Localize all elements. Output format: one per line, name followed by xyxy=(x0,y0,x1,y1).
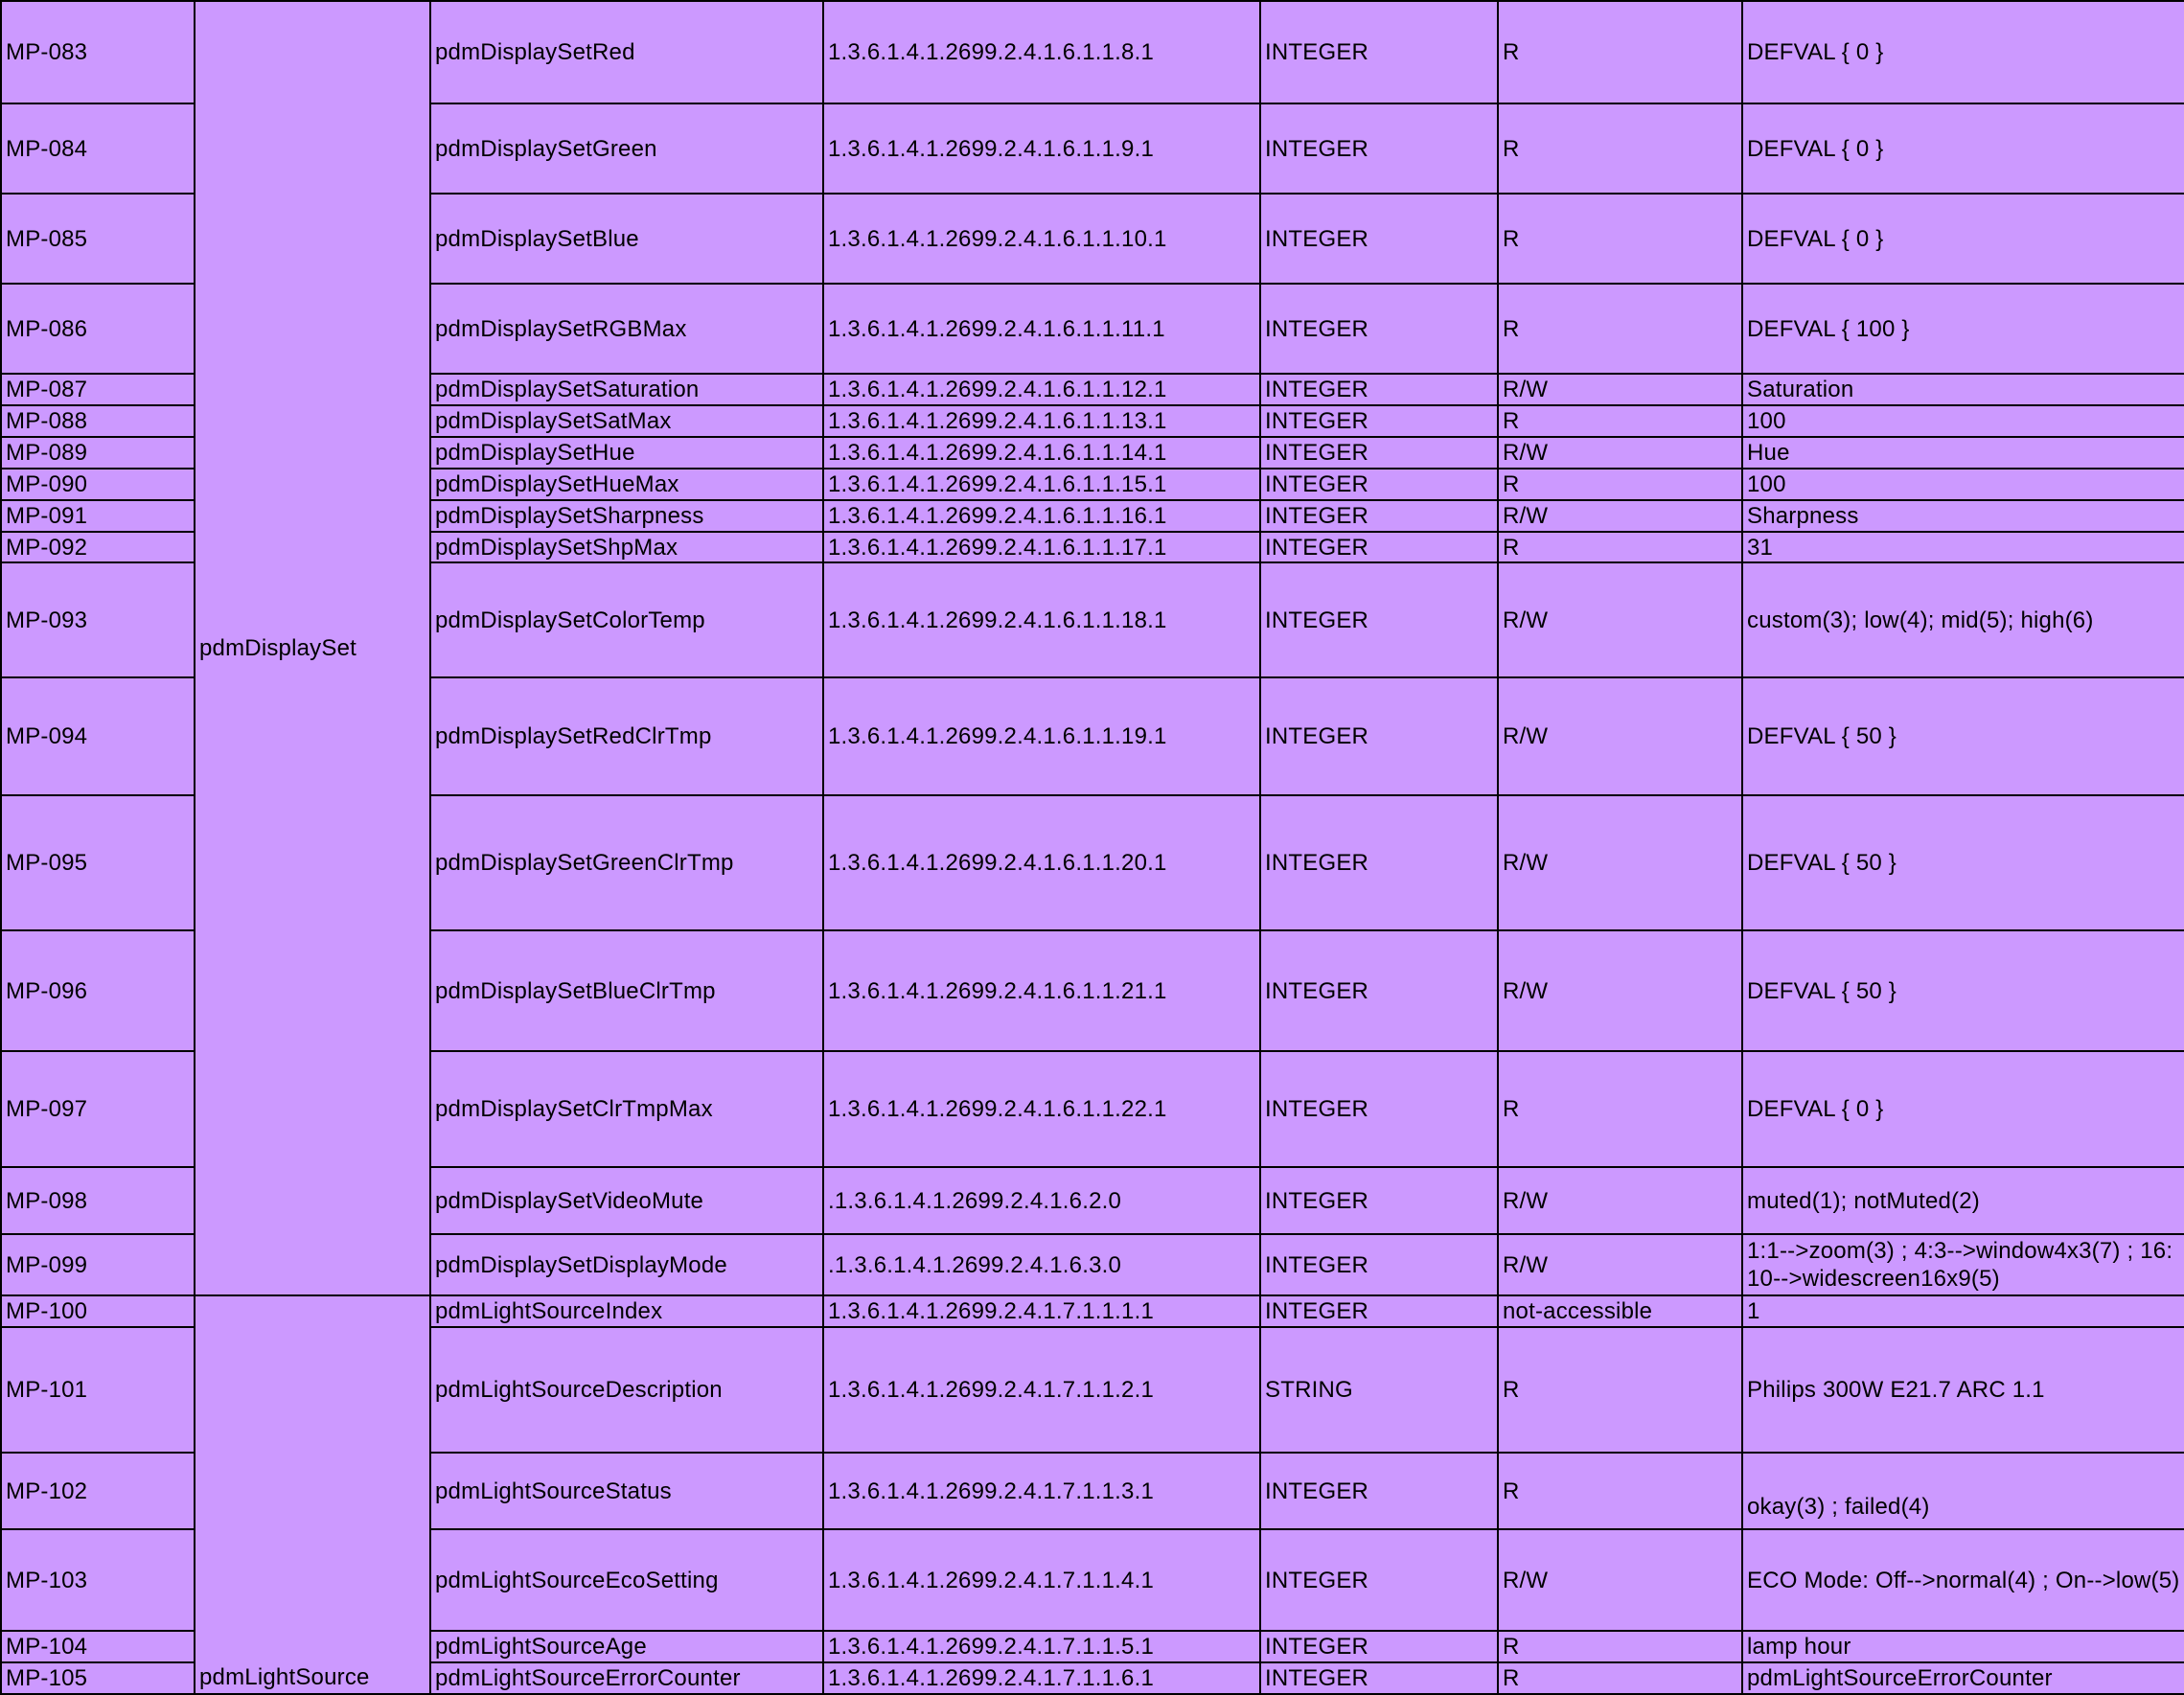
value-cell: 100 xyxy=(1742,405,2184,437)
mp-id-cell: MP-086 xyxy=(1,284,195,374)
access-cell: R/W xyxy=(1498,374,1742,405)
object-name-cell: pdmDisplaySetShpMax xyxy=(430,532,823,562)
value-cell: DEFVAL { 50 } xyxy=(1742,795,2184,930)
access-cell: R/W xyxy=(1498,1167,1742,1234)
type-cell: INTEGER xyxy=(1260,677,1498,795)
access-cell: R/W xyxy=(1498,1234,1742,1295)
value-cell: DEFVAL { 0 } xyxy=(1742,103,2184,194)
oid-cell: 1.3.6.1.4.1.2699.2.4.1.6.1.1.21.1 xyxy=(823,930,1260,1051)
table-body xyxy=(1,1,2184,1694)
object-name-cell: pdmDisplaySetBlue xyxy=(430,194,823,284)
table-row xyxy=(1,1295,2184,1327)
type-cell: INTEGER xyxy=(1260,1295,1498,1327)
access-cell: R xyxy=(1498,1051,1742,1167)
value-cell: DEFVAL { 50 } xyxy=(1742,677,2184,795)
oid-cell: 1.3.6.1.4.1.2699.2.4.1.6.1.1.11.1 xyxy=(823,284,1260,374)
type-cell: INTEGER xyxy=(1260,500,1498,532)
type-cell: INTEGER xyxy=(1260,1662,1498,1694)
table-row xyxy=(1,1,2184,103)
object-name-cell: pdmDisplaySetDisplayMode xyxy=(430,1234,823,1295)
mp-id-cell: MP-097 xyxy=(1,1051,195,1167)
oid-cell: 1.3.6.1.4.1.2699.2.4.1.6.1.1.10.1 xyxy=(823,194,1260,284)
access-cell: R xyxy=(1498,1662,1742,1694)
mp-id-cell: MP-093 xyxy=(1,562,195,677)
mp-id-cell: MP-099 xyxy=(1,1234,195,1295)
value-cell: Sharpness xyxy=(1742,500,2184,532)
mp-id-cell: MP-087 xyxy=(1,374,195,405)
access-cell: R xyxy=(1498,1327,1742,1453)
oid-cell: 1.3.6.1.4.1.2699.2.4.1.6.1.1.22.1 xyxy=(823,1051,1260,1167)
oid-cell: 1.3.6.1.4.1.2699.2.4.1.7.1.1.6.1 xyxy=(823,1662,1260,1694)
value-cell: 31 xyxy=(1742,532,2184,562)
value-cell: Philips 300W E21.7 ARC 1.1 xyxy=(1742,1327,2184,1453)
group-cell: pdmDisplaySet xyxy=(195,1,430,1295)
oid-cell: 1.3.6.1.4.1.2699.2.4.1.6.1.1.20.1 xyxy=(823,795,1260,930)
object-name-cell: pdmDisplaySetVideoMute xyxy=(430,1167,823,1234)
value-cell: Hue xyxy=(1742,437,2184,469)
group-cell: pdmLightSource xyxy=(195,1295,430,1694)
value-cell: Saturation xyxy=(1742,374,2184,405)
mp-id-cell: MP-089 xyxy=(1,437,195,469)
oid-cell: 1.3.6.1.4.1.2699.2.4.1.7.1.1.1.1 xyxy=(823,1295,1260,1327)
value-cell: DEFVAL { 0 } xyxy=(1742,194,2184,284)
oid-cell: 1.3.6.1.4.1.2699.2.4.1.6.1.1.18.1 xyxy=(823,562,1260,677)
access-cell: R/W xyxy=(1498,795,1742,930)
type-cell: INTEGER xyxy=(1260,1529,1498,1631)
access-cell: R xyxy=(1498,1453,1742,1529)
object-name-cell: pdmLightSourceDescription xyxy=(430,1327,823,1453)
mp-id-cell: MP-101 xyxy=(1,1327,195,1453)
object-name-cell: pdmLightSourceIndex xyxy=(430,1295,823,1327)
access-cell: R xyxy=(1498,469,1742,500)
access-cell: R/W xyxy=(1498,1529,1742,1631)
mp-id-cell: MP-100 xyxy=(1,1295,195,1327)
value-cell: 1 xyxy=(1742,1295,2184,1327)
mp-id-cell: MP-096 xyxy=(1,930,195,1051)
value-cell: DEFVAL { 50 } xyxy=(1742,930,2184,1051)
access-cell: R xyxy=(1498,532,1742,562)
access-cell: R xyxy=(1498,1,1742,103)
mp-id-cell: MP-090 xyxy=(1,469,195,500)
object-name-cell: pdmLightSourceErrorCounter xyxy=(430,1662,823,1694)
oid-cell: 1.3.6.1.4.1.2699.2.4.1.6.1.1.17.1 xyxy=(823,532,1260,562)
object-name-cell: pdmLightSourceAge xyxy=(430,1631,823,1662)
oid-cell: 1.3.6.1.4.1.2699.2.4.1.7.1.1.5.1 xyxy=(823,1631,1260,1662)
type-cell: INTEGER xyxy=(1260,1234,1498,1295)
object-name-cell: pdmLightSourceEcoSetting xyxy=(430,1529,823,1631)
oid-cell: 1.3.6.1.4.1.2699.2.4.1.6.1.1.9.1 xyxy=(823,103,1260,194)
access-cell: R/W xyxy=(1498,500,1742,532)
object-name-cell: pdmLightSourceStatus xyxy=(430,1453,823,1529)
mp-id-cell: MP-102 xyxy=(1,1453,195,1529)
oid-cell: 1.3.6.1.4.1.2699.2.4.1.6.1.1.12.1 xyxy=(823,374,1260,405)
object-name-cell: pdmDisplaySetBlueClrTmp xyxy=(430,930,823,1051)
mp-id-cell: MP-088 xyxy=(1,405,195,437)
value-cell: DEFVAL { 0 } xyxy=(1742,1,2184,103)
type-cell: INTEGER xyxy=(1260,1167,1498,1234)
object-name-cell: pdmDisplaySetSharpness xyxy=(430,500,823,532)
oid-cell: .1.3.6.1.4.1.2699.2.4.1.6.3.0 xyxy=(823,1234,1260,1295)
mp-id-cell: MP-103 xyxy=(1,1529,195,1631)
mp-id-cell: MP-083 xyxy=(1,1,195,103)
object-name-cell: pdmDisplaySetRedClrTmp xyxy=(430,677,823,795)
value-cell: custom(3); low(4); mid(5); high(6) xyxy=(1742,562,2184,677)
oid-cell: 1.3.6.1.4.1.2699.2.4.1.7.1.1.4.1 xyxy=(823,1529,1260,1631)
oid-cell: 1.3.6.1.4.1.2699.2.4.1.7.1.1.2.1 xyxy=(823,1327,1260,1453)
access-cell: R/W xyxy=(1498,437,1742,469)
mp-id-cell: MP-105 xyxy=(1,1662,195,1694)
oid-cell: 1.3.6.1.4.1.2699.2.4.1.6.1.1.8.1 xyxy=(823,1,1260,103)
type-cell: INTEGER xyxy=(1260,795,1498,930)
access-cell: R xyxy=(1498,194,1742,284)
object-name-cell: pdmDisplaySetRed xyxy=(430,1,823,103)
value-cell: muted(1); notMuted(2) xyxy=(1742,1167,2184,1234)
value-cell: 1:1-->zoom(3) ; 4:3-->window4x3(7) ; 16:10-->widescreen16x9(5) xyxy=(1742,1234,2184,1295)
object-name-cell: pdmDisplaySetSatMax xyxy=(430,405,823,437)
type-cell: INTEGER xyxy=(1260,469,1498,500)
oid-cell: 1.3.6.1.4.1.2699.2.4.1.6.1.1.19.1 xyxy=(823,677,1260,795)
mp-id-cell: MP-091 xyxy=(1,500,195,532)
access-cell: not-accessible xyxy=(1498,1295,1742,1327)
object-name-cell: pdmDisplaySetSaturation xyxy=(430,374,823,405)
oid-cell: 1.3.6.1.4.1.2699.2.4.1.7.1.1.3.1 xyxy=(823,1453,1260,1529)
value-cell: 100 xyxy=(1742,469,2184,500)
access-cell: R/W xyxy=(1498,562,1742,677)
oid-cell: 1.3.6.1.4.1.2699.2.4.1.6.1.1.14.1 xyxy=(823,437,1260,469)
object-name-cell: pdmDisplaySetHueMax xyxy=(430,469,823,500)
oid-cell: 1.3.6.1.4.1.2699.2.4.1.6.1.1.13.1 xyxy=(823,405,1260,437)
access-cell: R xyxy=(1498,1631,1742,1662)
oid-cell: .1.3.6.1.4.1.2699.2.4.1.6.2.0 xyxy=(823,1167,1260,1234)
oid-cell: 1.3.6.1.4.1.2699.2.4.1.6.1.1.16.1 xyxy=(823,500,1260,532)
type-cell: INTEGER xyxy=(1260,532,1498,562)
mp-id-cell: MP-098 xyxy=(1,1167,195,1234)
type-cell: INTEGER xyxy=(1260,1,1498,103)
object-name-cell: pdmDisplaySetHue xyxy=(430,437,823,469)
mp-id-cell: MP-084 xyxy=(1,103,195,194)
oid-cell: 1.3.6.1.4.1.2699.2.4.1.6.1.1.15.1 xyxy=(823,469,1260,500)
type-cell: INTEGER xyxy=(1260,1051,1498,1167)
object-name-cell: pdmDisplaySetGreen xyxy=(430,103,823,194)
value-cell: pdmLightSourceErrorCounter xyxy=(1742,1662,2184,1694)
value-cell: lamp hour xyxy=(1742,1631,2184,1662)
type-cell: INTEGER xyxy=(1260,103,1498,194)
type-cell: STRING xyxy=(1260,1327,1498,1453)
mp-id-cell: MP-094 xyxy=(1,677,195,795)
type-cell: INTEGER xyxy=(1260,562,1498,677)
mp-id-cell: MP-104 xyxy=(1,1631,195,1662)
type-cell: INTEGER xyxy=(1260,437,1498,469)
type-cell: INTEGER xyxy=(1260,284,1498,374)
object-name-cell: pdmDisplaySetRGBMax xyxy=(430,284,823,374)
value-cell: DEFVAL { 100 } xyxy=(1742,284,2184,374)
type-cell: INTEGER xyxy=(1260,405,1498,437)
type-cell: INTEGER xyxy=(1260,374,1498,405)
type-cell: INTEGER xyxy=(1260,194,1498,284)
type-cell: INTEGER xyxy=(1260,1631,1498,1662)
value-cell: okay(3) ; failed(4) xyxy=(1742,1453,2184,1529)
object-name-cell: pdmDisplaySetClrTmpMax xyxy=(430,1051,823,1167)
access-cell: R/W xyxy=(1498,930,1742,1051)
access-cell: R xyxy=(1498,405,1742,437)
object-name-cell: pdmDisplaySetGreenClrTmp xyxy=(430,795,823,930)
mp-id-cell: MP-095 xyxy=(1,795,195,930)
type-cell: INTEGER xyxy=(1260,1453,1498,1529)
access-cell: R xyxy=(1498,103,1742,194)
type-cell: INTEGER xyxy=(1260,930,1498,1051)
object-name-cell: pdmDisplaySetColorTemp xyxy=(430,562,823,677)
value-cell: ECO Mode: Off-->normal(4) ; On-->low(5) xyxy=(1742,1529,2184,1631)
value-cell: DEFVAL { 0 } xyxy=(1742,1051,2184,1167)
access-cell: R xyxy=(1498,284,1742,374)
mp-id-cell: MP-092 xyxy=(1,532,195,562)
access-cell: R/W xyxy=(1498,677,1742,795)
mp-id-cell: MP-085 xyxy=(1,194,195,284)
